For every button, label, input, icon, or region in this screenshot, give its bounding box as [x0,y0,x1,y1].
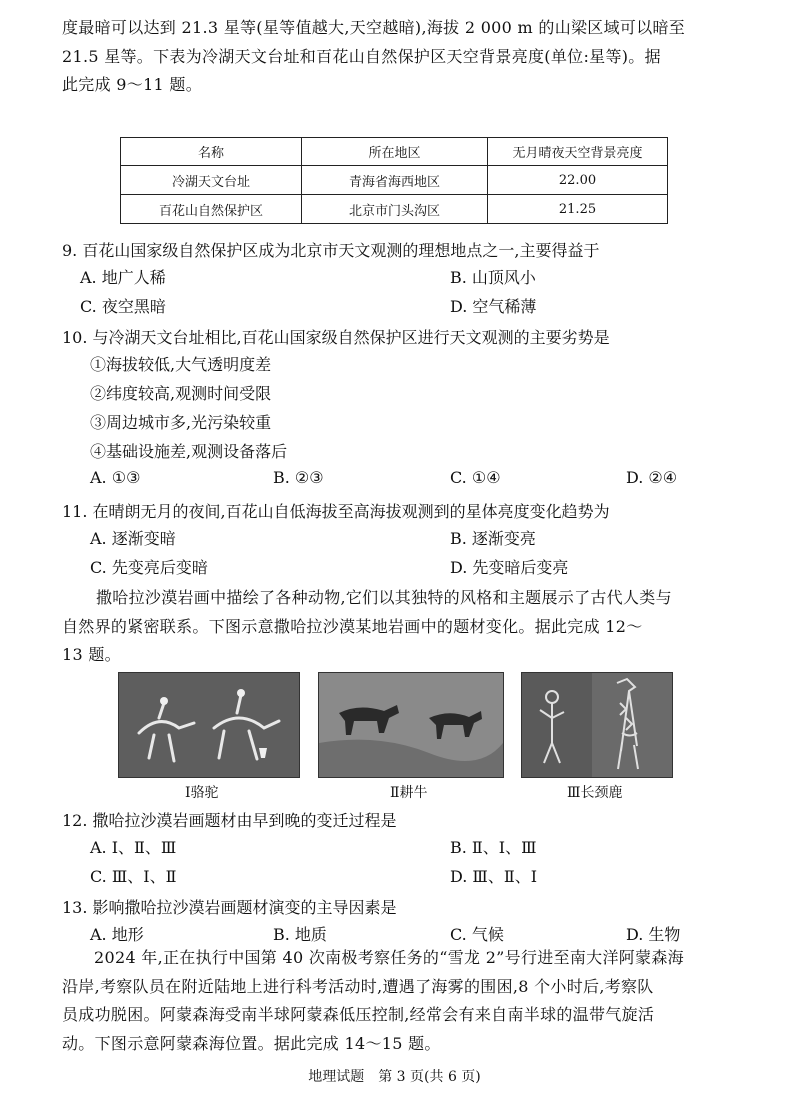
antarctic-line-1: 2024 年,正在执行中国第 40 次南极考察任务的“雪龙 2”号行进至南大洋阿蒙森海 [94,948,684,967]
question-9-stem: 9. 百花山国家级自然保护区成为北京市天文观测的理想地点之一,主要得益于 [62,241,600,260]
q11-option-a: A. 逐渐变暗 [90,529,176,548]
q9-option-c: C. 夜空黑暗 [80,297,166,316]
table-row [121,195,668,224]
table-cell: 百花山自然保护区 [121,195,302,224]
antarctic-line-2: 沿岸,考察队员在附近陆地上进行科考活动时,遭遇了海雾的围困,8 个小时后,考察队 [62,976,654,996]
sahara-paragraph [62,584,734,670]
antarctic-line-3: 员成功脱困。阿蒙森海受南半球阿蒙森低压控制,经常会有来自南半球的温带气旋活 [62,1005,655,1024]
antarctic-line-4: 动。下图示意阿蒙森海位置。据此完成 14～15 题。 [62,1033,441,1053]
q13-option-d: D. 生物 [626,925,681,944]
q12-option-d: D. Ⅲ、Ⅱ、Ⅰ [450,867,538,886]
q11-option-c: C. 先变亮后变暗 [90,558,208,577]
q9-option-d: D. 空气稀薄 [450,297,537,316]
q10-option-c: C. ①④ [450,468,501,487]
table-header-row [121,138,668,166]
intro-line-2: 21.5 星等。下表为冷湖天文台址和百花山自然保护区天空背景亮度(单位:星等)。据 [62,46,661,66]
sahara-line-1: 撒哈拉沙漠岩画中描绘了各种动物,它们以其独特的风格和主题展示了古代人类与 [96,588,672,607]
question-13-stem: 13. 影响撒哈拉沙漠岩画题材演变的主导因素是 [62,898,397,917]
figure-caption-ox: Ⅱ耕牛 [390,785,428,801]
page-footer: 地理试题 第 3 页(共 6 页) [308,1069,481,1085]
q12-option-b: B. Ⅱ、Ⅰ、Ⅲ [450,838,537,857]
table-header-brightness: 无月晴夜天空背景亮度 [488,138,668,166]
sahara-line-2: 自然界的紧密联系。下图示意撒哈拉沙漠某地岩画中的题材变化。据此完成 12～ [62,616,643,636]
figure-caption-camel: Ⅰ骆驼 [185,785,219,801]
table-header-region: 所在地区 [302,138,488,166]
intro-line-1: 度最暗可以达到 21.3 星等(星等值越大,天空越暗),海拔 2 000 m 的山梁区域可以暗至 [62,18,686,37]
q13-option-c: C. 气候 [450,925,504,944]
q10-option-b: B. ②③ [273,468,324,487]
question-12-stem: 12. 撒哈拉沙漠岩画题材由早到晚的变迁过程是 [62,811,397,830]
rock-art-camel-image [118,672,300,778]
q10-statement-2: ②纬度较高,观测时间受限 [90,384,272,403]
table-cell: 青海省海西地区 [302,166,488,195]
giraffe-rock-art-illustration [522,673,672,777]
sahara-line-3: 13 题。 [62,645,121,664]
q12-option-a: A. Ⅰ、Ⅱ、Ⅲ [90,838,177,857]
table-cell: 北京市门头沟区 [302,195,488,224]
q10-option-a: A. ①③ [90,468,141,487]
question-10-stem: 10. 与冷湖天文台址相比,百花山国家级自然保护区进行天文观测的主要劣势是 [62,328,610,347]
q9-option-b: B. 山顶风小 [450,268,536,287]
q10-statement-1: ①海拔较低,大气透明度差 [90,355,272,374]
sky-brightness-table [120,137,668,224]
table-cell: 22.00 [488,166,668,195]
camel-rock-art-illustration [119,673,299,777]
q11-option-b: B. 逐渐变亮 [450,529,536,548]
figure-caption-giraffe: Ⅲ长颈鹿 [567,785,623,801]
q11-option-d: D. 先变暗后变亮 [450,558,569,577]
q10-statement-3: ③周边城市多,光污染较重 [90,413,272,432]
q9-option-a: A. 地广人稀 [80,268,166,287]
q10-statement-4: ④基础设施差,观测设备落后 [90,442,288,461]
q13-option-b: B. 地质 [273,925,327,944]
antarctic-paragraph [62,944,734,1058]
table-cell: 21.25 [488,195,668,224]
table-cell: 冷湖天文台址 [121,166,302,195]
intro-paragraph [62,14,734,100]
table-row [121,166,668,195]
q12-option-c: C. Ⅲ、Ⅰ、Ⅱ [90,867,177,886]
table-header-name: 名称 [121,138,302,166]
question-11-stem: 11. 在晴朗无月的夜间,百花山自低海拔至高海拔观测到的星体亮度变化趋势为 [62,502,610,521]
q10-option-d: D. ②④ [626,468,678,487]
rock-art-ox-image [318,672,504,778]
q13-option-a: A. 地形 [90,925,144,944]
intro-line-3: 此完成 9～11 题。 [62,75,203,94]
ox-rock-art-illustration [319,673,503,777]
rock-art-giraffe-image [521,672,673,778]
